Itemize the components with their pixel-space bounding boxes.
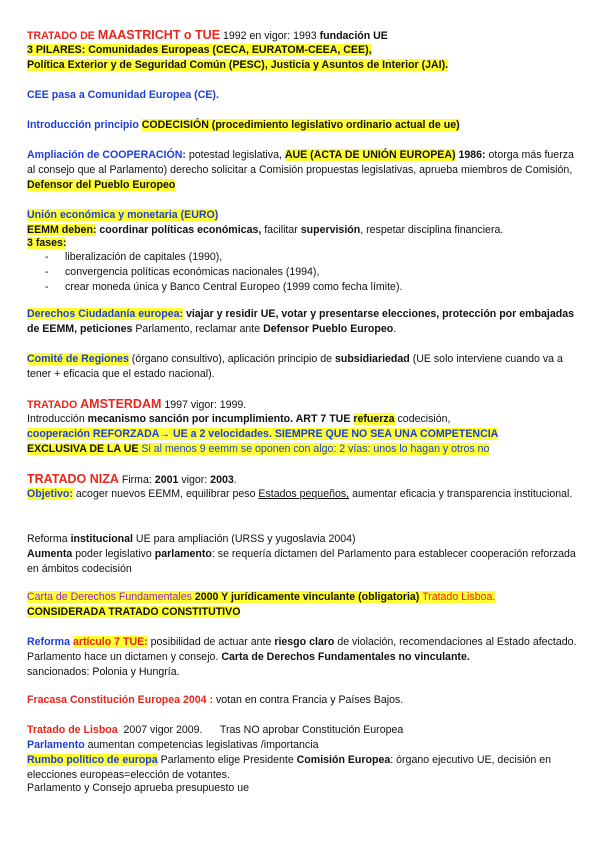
amsterdam-heading: TRATADO AMSTERDAM 1997 vigor: 1999.	[27, 397, 247, 411]
fases-list	[45, 250, 402, 295]
codecision-line: Introducción principio CODECISIÓN (procedimiento legislativo ordinario actual de ue)	[27, 119, 460, 131]
lisboa-rumbo: Rumbo político de europa Parlamento elige Presidente Comisión Europea: órgano ejecutivo UE, decisión en elecciones europeas=elección de votantes.	[27, 754, 552, 781]
sancionados-line: sancionados: Polonia y Hungría.	[27, 666, 180, 678]
ciudadania-paragraph: Derechos Ciudadanía europea: viajar y residir UE, votar y presentarse elecciones, protección por embajadas de EEMM, peticiones Parlamento, reclamar ante Defensor Pueblo Europeo.	[27, 308, 574, 335]
fracasa-line: Fracasa Constitución Europea 2004 : votan en contra Francia y Países Bajos.	[27, 694, 404, 706]
list-item: - convergencia políticas económicas nacionales (1994),	[45, 265, 402, 280]
amsterdam-intro: Introducción mecanismo sanción por incumplimiento. ART 7 TUE refuerza codecisión,	[27, 413, 451, 425]
carta-line-2: CONSIDERADA TRATADO CONSTITUTIVO	[27, 606, 241, 618]
maastricht-heading: TRATADO DE MAASTRICHT o TUE 1992 en vigor: 1993 fundación UE	[27, 28, 388, 42]
lisboa-presupuesto: Parlamento y Consejo aprueba presupuesto ue	[27, 782, 250, 794]
cee-line: CEE pasa a Comunidad Europea (CE).	[27, 89, 219, 101]
reforma-art7-paragraph: Reforma artículo 7 TUE: posibilidad de actuar ante riesgo claro de violación, recomendaciones al Estado afectado. Parlamento hace un dictamen y consejo. Carta de Derechos Fundamentales no vinculante.	[27, 636, 577, 663]
cooperacion-paragraph: Ampliación de COOPERACIÓN: potestad legislativa, AUE (ACTA DE UNIÓN EUROPEA) 1986: otorga más fuerza al consejo que al Parlamento) derecho solicitar a Comisión propuestas legislativas, aprueba miembros de Comisión, Defensor del Pueblo Europeo	[27, 149, 574, 191]
cooperacion-reforzada-line-2: EXCLUSIVA DE LA UE Si al menos 9 eemm se oponen con algo: 2 vías: unos lo hagan y otros no	[27, 443, 490, 455]
pilares-line-1: 3 PILARES: Comunidades Europeas (CECA, EURATOM-CEEA, CEE),	[27, 44, 372, 56]
niza-reforma: Reforma institucional UE para ampliación (URSS y yugoslavia 2004)	[27, 533, 356, 545]
euro-heading: Unión económica y monetaria (EURO)	[27, 209, 219, 221]
niza-heading: TRATADO NIZA Firma: 2001 vigor: 2003.	[27, 472, 237, 486]
lisboa-parlamento: Parlamento aumentan competencias legislativas /importancia	[27, 739, 319, 751]
pilares-line-2: Política Exterior y de Seguridad Común (PESC), Justicia y Asuntos de Interior (JAI).	[27, 59, 449, 71]
cooperacion-reforzada-line-1: cooperación REFORZADA→ UE a 2 velocidades. SIEMPRE QUE NO SEA UNA COMPETENCIA	[27, 428, 499, 440]
eemm-line: EEMM deben: coordinar políticas económicas, facilitar supervisión, respetar disciplina financiera.	[27, 224, 504, 236]
list-item: - liberalización de capitales (1990),	[45, 250, 402, 265]
regiones-paragraph: Comité de Regiones (órgano consultivo), aplicación principio de subsidiariedad (UE solo interviene cuando va a tener + eficacia que el estado nacional).	[27, 353, 563, 380]
niza-aumenta: Aumenta poder legislativo parlamento: se requería dictamen del Parlamento para establecer cooperación reforzada en ámbitos codecisión	[27, 548, 576, 575]
lisboa-heading: Tratado de Lisboa 2007 vigor 2009. Tras NO aprobar Constitución Europea	[27, 724, 404, 736]
fases-label: 3 fases:	[27, 237, 67, 249]
list-item: - crear moneda única y Banco Central Europeo (1999 como fecha límite).	[45, 280, 402, 295]
niza-objetivo: Objetivo: acoger nuevos EEMM, equilibrar peso Estados pequeños, aumentar eficacia y transparencia institucional.	[27, 488, 573, 500]
carta-line-1: Carta de Derechos Fundamentales 2000 Y jurídicamente vinculante (obligatoria) Tratado Lisboa.	[27, 591, 496, 603]
